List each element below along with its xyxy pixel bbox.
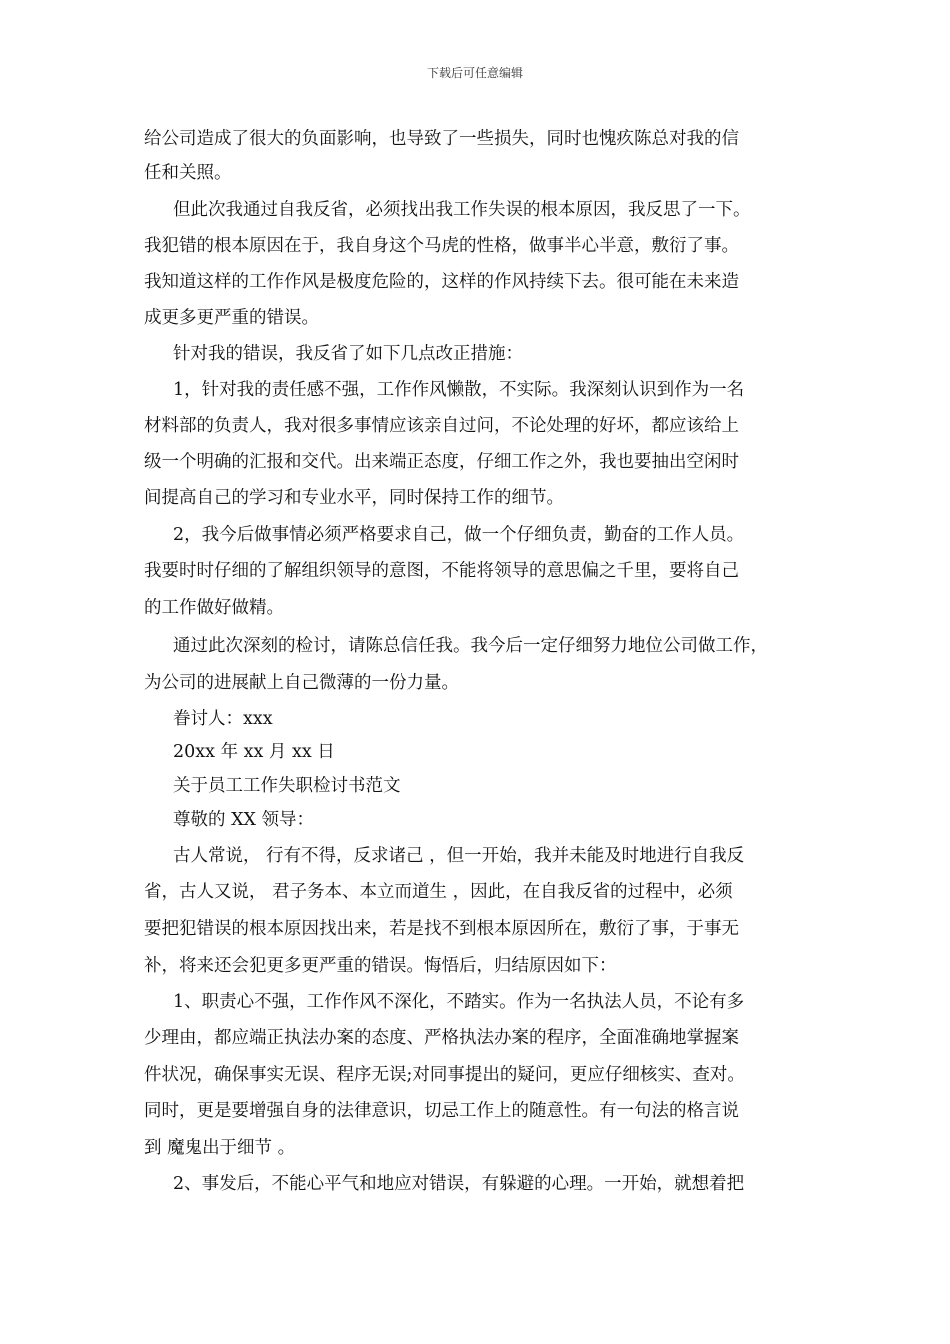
text-line: 要把犯错误的根本原因找出来，若是找不到根本原因所在，敷衍了事，于事无 [144, 919, 739, 939]
page-header: 下载后可任意编辑 [426, 66, 523, 80]
text-line: 材料部的负责人，我对很多事情应该亲自过问，不论处理的好坏，都应该给上 [144, 416, 739, 436]
text-line: 但此次我通过自我反省，必须找出我工作失误的根本原因，我反思了一下。 [173, 200, 751, 220]
text-line: 古人常说， 行有不得，反求诸己 ，但一开始，我并未能及时地进行自我反 [173, 846, 745, 866]
text-line: 2、事发后，不能心平气和地应对错误，有躲避的心理。一开始，就想着把 [173, 1174, 745, 1194]
text-line: 少理由，都应端正执法办案的态度、严格执法办案的程序，全面准确地掌握案 [144, 1028, 739, 1048]
text-line: 1，针对我的责任感不强，工作作风懒散，不实际。我深刻认识到作为一名 [173, 380, 745, 400]
text-line: 的工作做好做精。 [144, 598, 284, 618]
signature-line: 眷讨人：xxx [173, 709, 273, 729]
text-line: 同时，更是要增强自身的法律意识，切忌工作上的随意性。有一句法的格言说 [144, 1101, 739, 1121]
text-line: 给公司造成了很大的负面影响，也导致了一些损失，同时也愧疚陈总对我的信 [144, 129, 739, 149]
text-line: 级一个明确的汇报和交代。出来端正态度，仔细工作之外，我也要抽出空闲时 [144, 452, 739, 472]
text-line: 成更多更严重的错误。 [144, 308, 319, 328]
text-line: 通过此次深刻的检讨，请陈总信任我。我今后一定仔细努力地位公司做工作， [173, 636, 768, 656]
text-line: 针对我的错误，我反省了如下几点改正措施： [173, 344, 523, 364]
date-line: 20xx 年 xx 月 xx 日 [173, 742, 335, 762]
text-line: 我要时时仔细的了解组织领导的意图，不能将领导的意思偏之千里，要将自己 [144, 561, 739, 581]
salutation: 尊敬的 XX 领导： [173, 810, 315, 830]
section-title: 关于员工工作失职检讨书范文 [173, 776, 401, 796]
text-line: 我知道这样的工作作风是极度危险的，这样的作风持续下去。很可能在未来造 [144, 272, 739, 292]
text-line: 我犯错的根本原因在于，我自身这个马虎的性格，做事半心半意，敷衍了事。 [144, 236, 739, 256]
text-line: 1、职责心不强，工作作风不深化，不踏实。作为一名执法人员，不论有多 [173, 992, 745, 1012]
text-line: 补，将来还会犯更多更严重的错误。悔悟后，归结原因如下： [144, 956, 617, 976]
text-line: 到 魔鬼出于细节 。 [144, 1138, 296, 1158]
text-line: 任和关照。 [144, 163, 232, 183]
text-line: 件状况，确保事实无误、程序无误;对同事提出的疑问，更应仔细核实、查对。 [144, 1065, 745, 1085]
text-line: 为公司的进展献上自己微薄的一份力量。 [144, 673, 459, 693]
text-line: 2，我今后做事情必须严格要求自己，做一个仔细负责，勤奋的工作人员。 [173, 525, 745, 545]
text-line: 间提高自己的学习和专业水平，同时保持工作的细节。 [144, 488, 564, 508]
text-line: 省，古人又说， 君子务本、本立而道生 ，因此，在自我反省的过程中，必须 [144, 882, 733, 902]
